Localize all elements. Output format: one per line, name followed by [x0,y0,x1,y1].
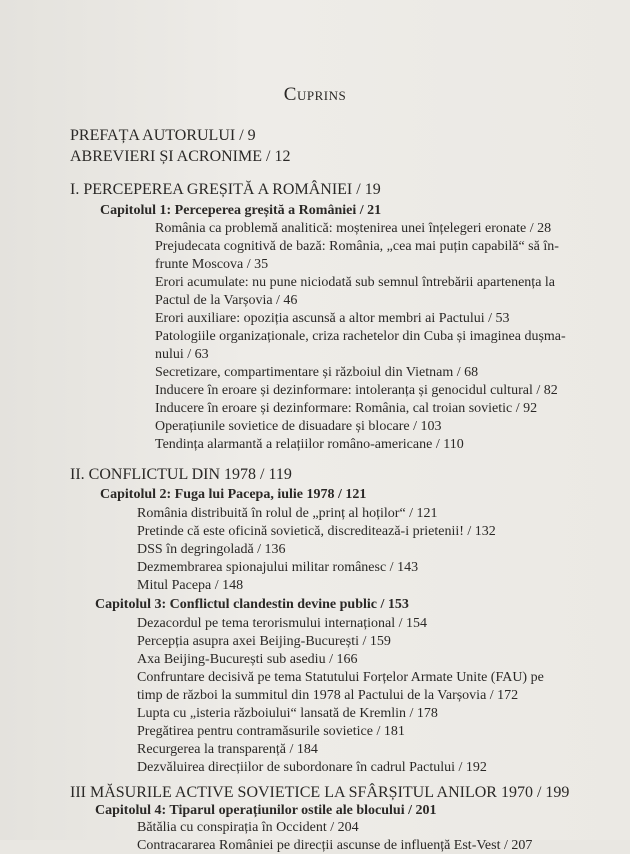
chapter-4-title: Capitolul 4: Tiparul operațiunilor ostile ale blocului / 201 [95,803,437,818]
toc-item: Bătălia cu conspirația în Occident / 204 [137,820,359,835]
toc-item: nului / 63 [155,347,209,362]
part-2-title: II. CONFLICTUL DIN 1978 / 119 [70,466,292,483]
toc-item: Dezmembrarea spionajului militar românesc / 143 [137,560,419,575]
toc-item: Pregătirea pentru contramăsurile sovietice / 181 [137,724,405,739]
toc-item: Percepția asupra axei Beijing-București / 159 [137,634,391,649]
toc-item: Inducere în eroare și dezinformare: intoleranța și genocidul cultural / 82 [155,383,558,398]
toc-item: Patologiile organizaționale, criza rachetelor din Cuba și imaginea dușma- [155,329,566,344]
toc-item: România ca problemă analitică: moștenirea unei înțelegeri eronate / 28 [155,221,552,236]
toc-item: Axa Beijing-București sub asediu / 166 [137,652,358,667]
toc-item: Pretinde că este oficină sovietică, discreditează-i prietenii! / 132 [137,524,496,539]
chapter-3-title: Capitolul 3: Conflictul clandestin devine public / 153 [95,597,409,612]
toc-item: Secretizare, compartimentare și războiul din Vietnam / 68 [155,365,479,380]
part-1-title: I. PERCEPEREA GREȘITĂ A ROMÂNIEI / 19 [70,181,381,198]
part-3-title: III MĂSURILE ACTIVE SOVIETICE LA SFÂRȘITUL ANILOR 1970 / 199 [70,784,570,801]
toc-item: Erori acumulate: nu pune niciodată sub semnul întrebării apartenența la [155,275,556,290]
toc-item: Inducere în eroare și dezinformare: România, cal troian sovietic / 92 [155,401,538,416]
toc-item: Pactul de la Varșovia / 46 [155,293,298,308]
chapter-1-title: Capitolul 1: Perceperea greșită a României / 21 [100,203,382,218]
toc-entry-abbreviations: ABREVIERI ȘI ACRONIME / 12 [70,148,291,165]
toc-item: Tendința alarmantă a relațiilor româno-americane / 110 [155,437,464,452]
toc-item: frunte Moscova / 35 [155,257,269,272]
toc-item: Lupta cu „isteria războiului“ lansată de Kremlin / 178 [137,706,438,721]
toc-item: Recurgerea la transparență / 184 [137,742,318,757]
chapter-2-title: Capitolul 2: Fuga lui Pacepa, iulie 1978 / 121 [100,487,367,502]
toc-item: Dezvăluirea direcțiilor de subordonare în cadrul Pactului / 192 [137,760,487,775]
toc-item: timp de război la summitul din 1978 al Pactului de la Varșovia / 172 [137,688,519,703]
toc-item: Erori auxiliare: opoziția ascunsă a altor membri ai Pactului / 53 [155,311,510,326]
toc-item: Confruntare decisivă pe tema Statutului Forțelor Armate Unite (FAU) pe [137,670,544,685]
toc-item: Dezacordul pe tema terorismului internațional / 154 [137,616,428,631]
toc-item: România distribuită în rolul de „prinț al hoților“ / 121 [137,506,438,521]
toc-entry-preface: PREFAȚA AUTORULUI / 9 [70,127,256,144]
toc-item: DSS în degringoladă / 136 [137,542,286,557]
page-title: Cuprins [283,84,347,105]
toc-item: Contracararea României pe direcții ascunse de influență Est-Vest / 207 [137,838,533,853]
toc-item: Operațiunile sovietice de disuadare și blocare / 103 [155,419,442,434]
toc-item: Prejudecata cognitivă de bază: România, „cea mai puțin capabilă“ să în- [155,239,559,254]
toc-item: Mitul Pacepa / 148 [137,578,244,593]
